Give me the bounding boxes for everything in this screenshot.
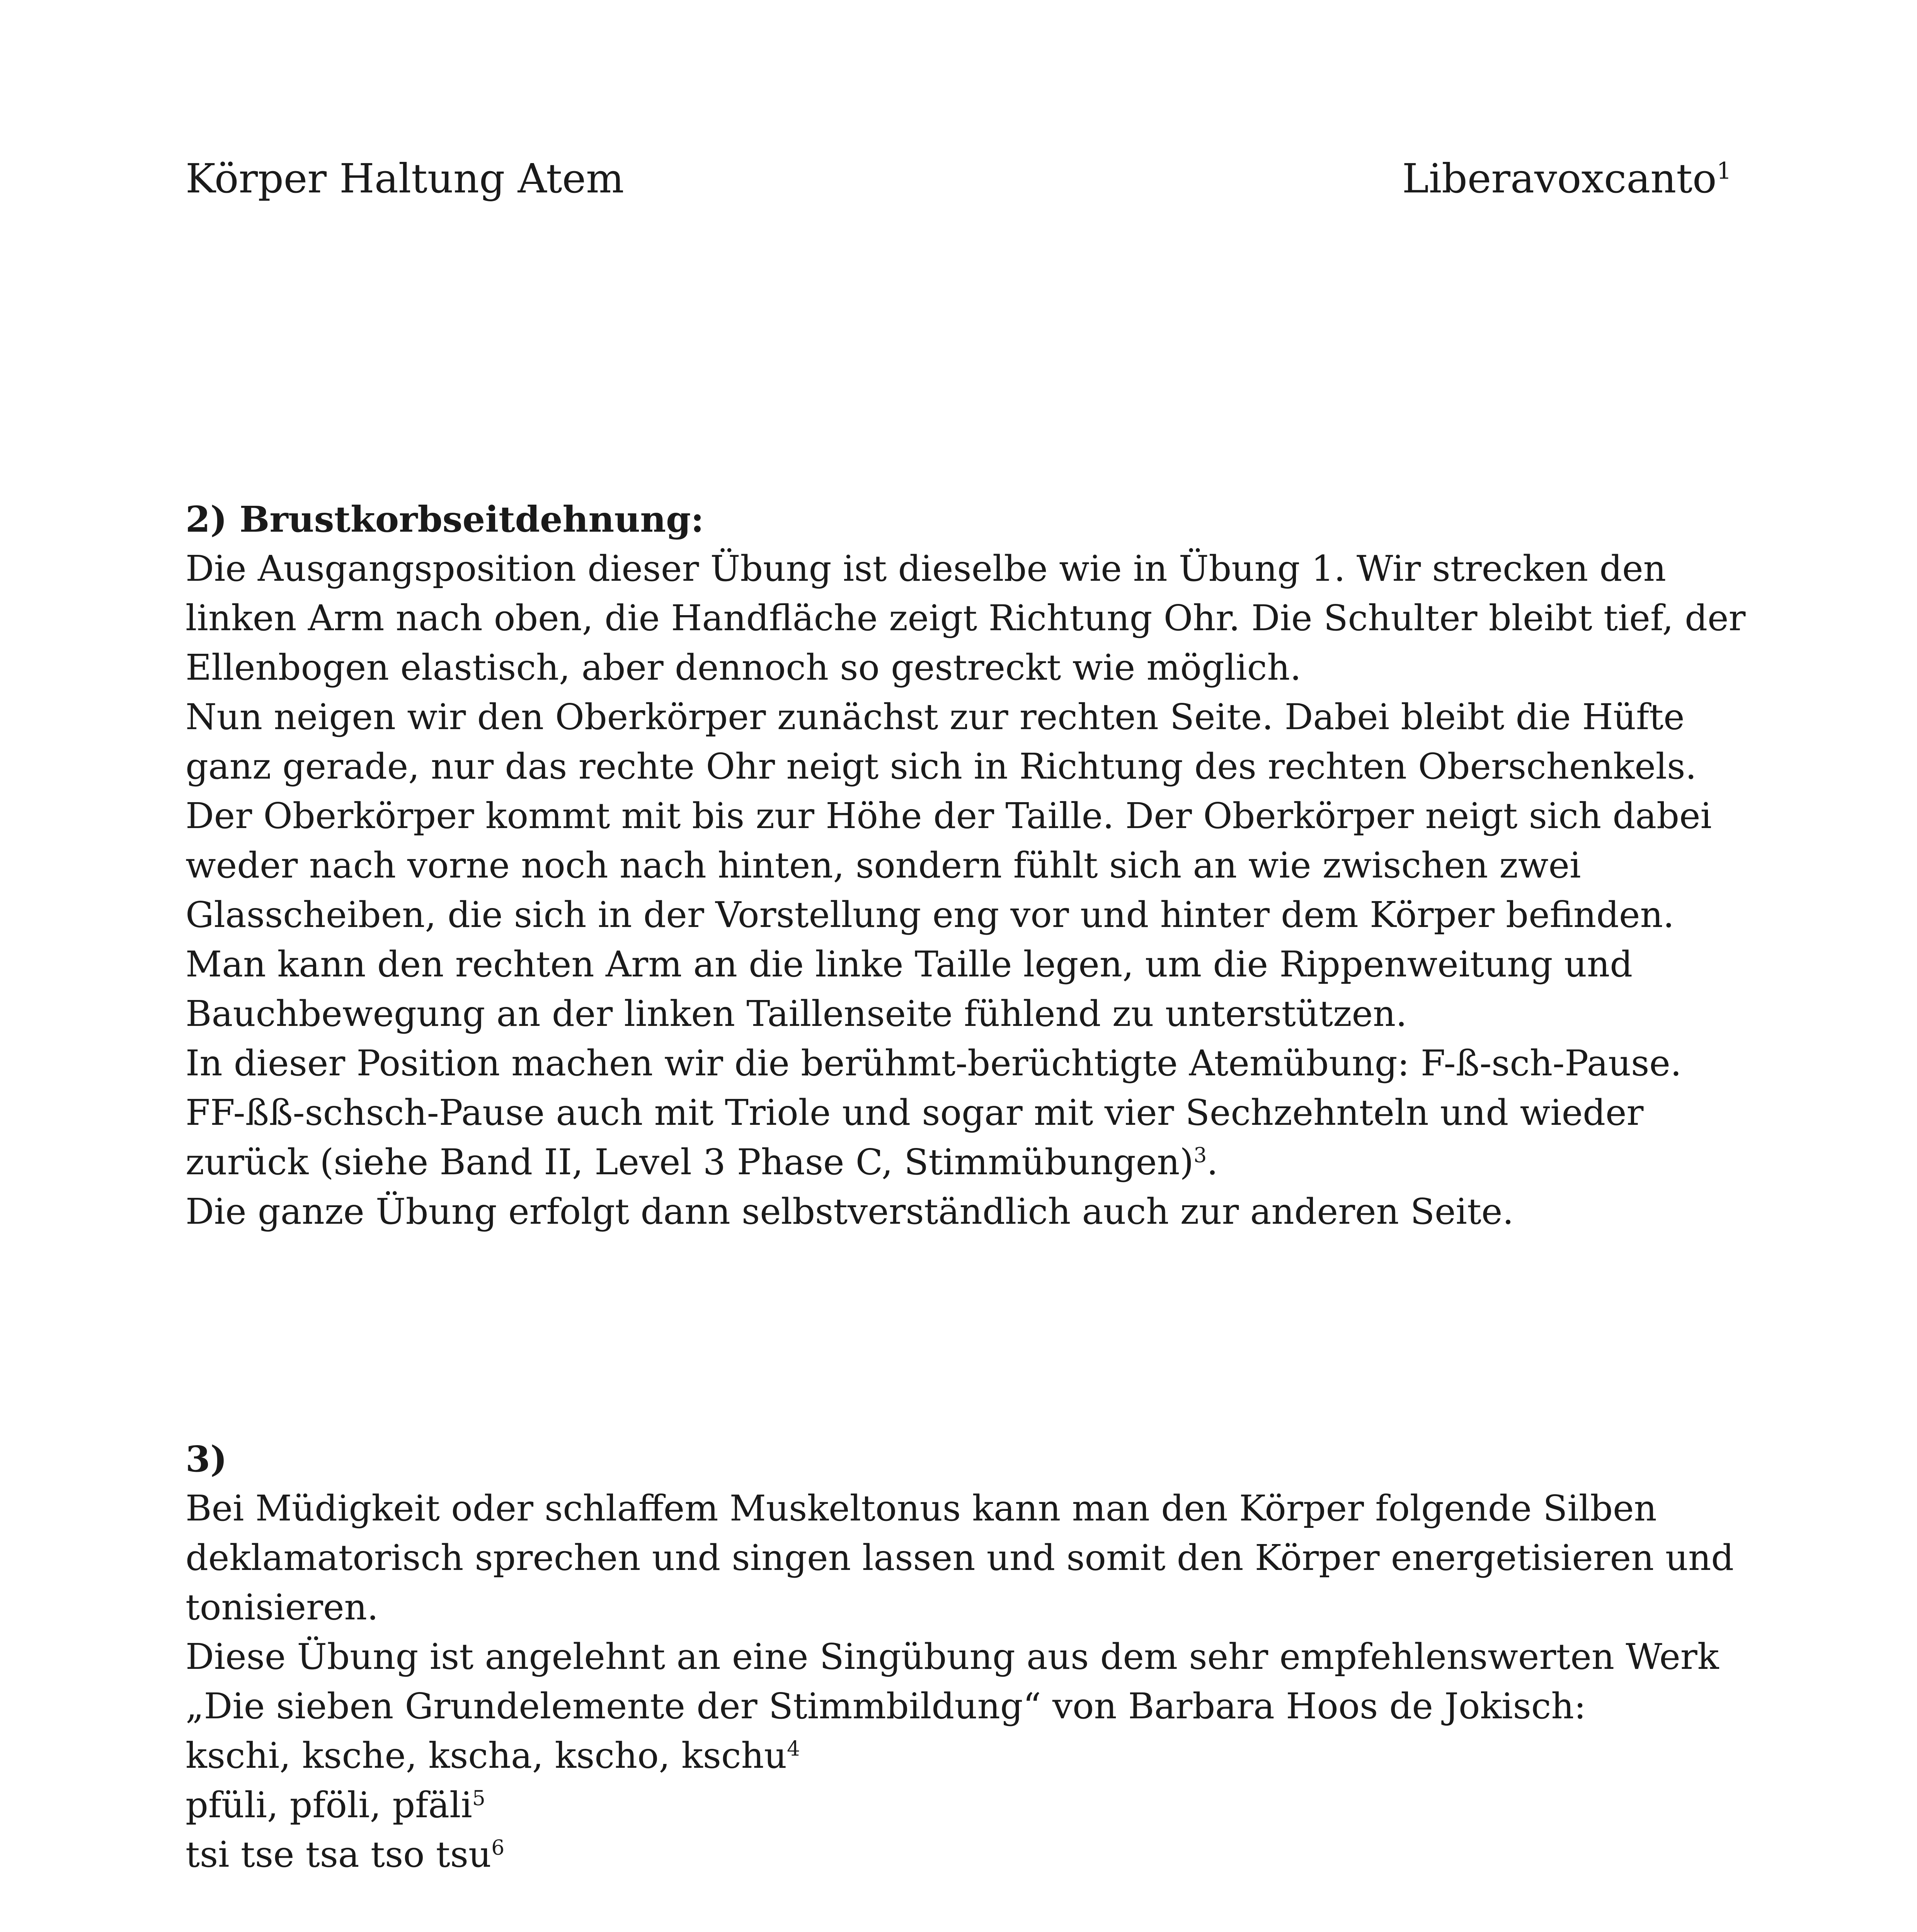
section-spacer <box>186 1236 1747 1434</box>
paragraph-spacer <box>186 1879 1747 1929</box>
footnote-ref-3: 3 <box>1193 1143 1207 1167</box>
section-2-paragraph-4-end: . <box>1207 1141 1218 1183</box>
header-footnote-ref: 1 <box>1716 157 1731 185</box>
section-2-paragraph-3: Man kann den rechten Arm an die linke Taille legen, um die Rippenweitung und Bauchbewegung an der linken Taillenseite fühlend zu unterstützen. <box>186 944 1633 1034</box>
section-2-paragraph-2: Nun neigen wir den Oberkörper zunächst zur rechten Seite. Dabei bleibt die Hüfte ganz gerade, nur das rechte Ohr neigt sich in Richtung des rechten Oberschenkels. Der Oberkörper kommt mit bis zur Höhe der Taille. Der Oberkörper neigt sich dabei weder nach vorne noch nach hinten, sondern fühlt sich an wie zwischen zwei Glasscheiben, die sich in der Vorstellung eng vor und hinter dem Körper befinden. <box>186 696 1712 935</box>
syllables-line-2 <box>186 1781 1747 1830</box>
section-3-paragraph-2: Diese Übung ist angelehnt an eine Singübung aus dem sehr empfehlenswerten Werk „Die sieben Grundelemente der Stimmbildung“ von Barbara Hoos de Jokisch: <box>186 1636 1719 1727</box>
section-2-paragraph-1: Die Ausgangsposition dieser Übung ist dieselbe wie in Übung 1. Wir strecken den linken Arm nach oben, die Handfläche zeigt Richtung Ohr. Die Schulter bleibt tief, der Ellenbogen elastisch, aber dennoch so gestreckt wie möglich. <box>186 548 1746 688</box>
footnote-ref-4: 4 <box>787 1736 800 1761</box>
header-right-text: Liberavoxcanto <box>1402 155 1717 202</box>
syllables-line-3 <box>186 1830 1747 1879</box>
page-header <box>186 155 1731 203</box>
syllables-1-text: kschi, ksche, kscha, kscho, kschu <box>186 1735 787 1776</box>
section-3-paragraph-1: Bei Müdigkeit oder schlaffem Muskeltonus kann man den Körper folgende Silben deklamatorisch sprechen und singen lassen und somit den Körper energetisieren und tonisieren. <box>186 1488 1734 1628</box>
syllables-2-text: pfüli, pföli, pfäli <box>186 1784 472 1826</box>
syllables-3-text: tsi tse tsa tso tsu <box>186 1834 492 1875</box>
syllables-line-1 <box>186 1731 1747 1781</box>
section-3-paragraph-3 <box>186 1929 1747 1932</box>
header-title-left: Körper Haltung Atem <box>186 155 624 202</box>
section-2-paragraph-5: Die ganze Übung erfolgt dann selbstverständlich auch zur anderen Seite. <box>186 1191 1514 1232</box>
main-content <box>186 495 1747 1932</box>
section-3-heading: 3) <box>186 1438 227 1480</box>
section-2-paragraph-4-text: In dieser Position machen wir die berühmt-berüchtigte Atemübung: F-ß-sch-Pause. FF-ßß-schsch-Pause auch mit Triole und sogar mit vier Sechzehnteln und wieder zurück (siehe Band II, Level 3 Phase C, Stimmübungen) <box>186 1043 1682 1183</box>
header-title-right <box>1402 155 1731 203</box>
footnote-ref-5: 5 <box>472 1786 485 1810</box>
footnote-ref-6: 6 <box>491 1835 505 1860</box>
section-2-paragraph-4 <box>186 1039 1747 1187</box>
section-2-heading: 2) Brustkorbseitdehnung: <box>186 498 704 540</box>
